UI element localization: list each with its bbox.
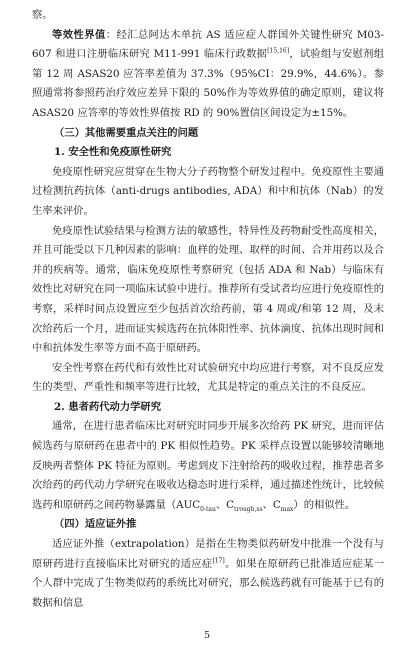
safety-paragraph: 安全性考察在药代和有效性比对试验研究中均应进行考察，对不良反应发生的类型、严重性和频率等进行比较，尤其是特定的重点关注的不良反应。 bbox=[32, 361, 384, 394]
extrapolation-text-a: 适应证外推（extrapolation）是指在生物类似药研发中批准一个没有与原研药进行直接临床比对研究的适应症 bbox=[32, 538, 384, 570]
immunogenicity-paragraph-2: 免疫原性试验结果与检测方法的敏感性，特异性及药物耐受性高度相关，并且可能受以下几种因素的影响：血样的处理、取样的时间、合并用药以及合并的疾病等。通常，临床免疫原性考察研究（包括 ADA 和 Nab）与临床有效性比对研究在同一项临床试验中进行。推荐所有受试者均应进行免疫原性的考察，采样时间点设置应至少包括首次给药前，第 4 周或/和第 12 周，及末次给药后一个月，进而证实候选药在抗体阳性率、抗体滴度、抗体出现时间和中和抗体发生率等方面不高于原研药。 bbox=[32, 224, 384, 355]
section-heading-4: （四）适应证外推 bbox=[54, 518, 137, 531]
extrapolation-text-b: 。如果在原研药已批准适应症某一个人群中完成了生物类似药的系统比对研究，那么候选药就有可能基于已有的数据和信息 bbox=[32, 557, 385, 609]
pk-text-c: 、C bbox=[262, 498, 281, 511]
equivalence-text-a: ：经汇总阿达木单抗 AS 适应症人群国外关键性研究 M03-607 和进口注册临床研究 M11-991 临床行政数据 bbox=[32, 28, 384, 61]
citation: [17] bbox=[212, 557, 225, 565]
extrapolation-paragraph bbox=[32, 535, 384, 613]
pk-paragraph bbox=[32, 417, 384, 515]
text-line: 察。 bbox=[32, 9, 53, 21]
subsection-heading-2: 2. 患者药代动力学研究 bbox=[54, 400, 162, 413]
subsection-heading-1: 1. 安全性和免疫原性研究 bbox=[54, 146, 172, 159]
page-content bbox=[32, 6, 384, 613]
pk-text-a: 通常，在进行患者临床比对研究时同步开展多次给药 PK 研究，进而评估候选药与原研药在患者中的 PK 相似性趋势。PK 采样点设置以能够较清晰地反映两者整体 PK 特征为原则。考虑到皮下注射给药的吸收过程，推荐患者多次给药的药代动力学研究在吸收达稳态时进行采样，通过描述性统计，比较候选药和原研药之间药物暴露量（AUC bbox=[32, 420, 384, 511]
ctrough-subscript: trough,ss bbox=[234, 505, 263, 513]
citation: [15,16] bbox=[267, 47, 290, 55]
section-heading-3: （三）其他需要重点关注的问题 bbox=[54, 126, 199, 139]
auc-subscript: 0-tau bbox=[200, 505, 216, 513]
equivalence-lead: 等效性界值 bbox=[52, 28, 106, 41]
page-number: 5 bbox=[203, 630, 211, 641]
equivalence-paragraph bbox=[32, 26, 384, 124]
equivalence-text-b: ，试验组与安慰剂组第 12 周 ASAS20 应答率差值为 37.3%（95%CI：29.9%，44.6%）。参照通常将参照药治疗效应差异下限的 50%作为等效界值的确定原则，建议将 ASAS20 应答率的等效性界值按 RD 的 90%置信区间设定为±15%。 bbox=[32, 48, 384, 119]
pk-text-b: 、C bbox=[215, 498, 235, 511]
pk-text-d: ）的相似性。 bbox=[293, 498, 356, 511]
cmax-subscript: max bbox=[280, 505, 294, 513]
immunogenicity-paragraph-1: 免疫原性研究应贯穿在生物大分子药物整个研发过程中。免疫原性主要通过检测抗药抗体（anti-drugs antibodies, ADA）和中和抗体（Nab）的发生率来评价。 bbox=[32, 165, 384, 217]
